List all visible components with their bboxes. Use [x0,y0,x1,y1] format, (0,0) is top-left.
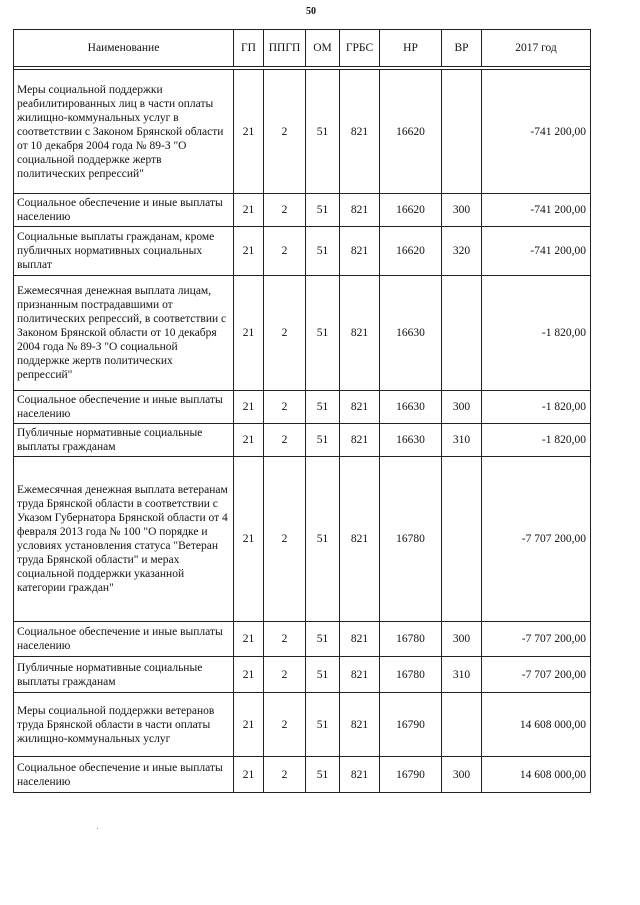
row-pgp: 2 [264,457,306,622]
row-amount: -1 820,00 [482,276,591,391]
row-gp: 21 [234,457,264,622]
row-name: Меры социальной поддержки реабилитированных лиц в части оплаты жилищно-коммунальных услуг в соответствии с Законом Брянской области от 10 декабря 2004 года № 89-З "О социальной поддержке жертв политических репрессий" [14,70,234,194]
row-gp: 21 [234,757,264,793]
row-vr [442,457,482,622]
row-nr: 16630 [380,391,442,424]
row-pgp: 2 [264,227,306,276]
table-row [14,194,591,227]
header-name: Наименование [14,30,234,67]
row-om: 51 [306,657,340,693]
row-pgp: 2 [264,70,306,194]
row-grbs: 821 [340,70,380,194]
row-vr [442,276,482,391]
table-row [14,276,591,391]
row-nr: 16780 [380,622,442,657]
table-row [14,457,591,622]
row-name: Социальное обеспечение и иные выплаты населению [14,622,234,657]
row-gp: 21 [234,391,264,424]
row-grbs: 821 [340,276,380,391]
row-om: 51 [306,457,340,622]
header-vr: ВР [442,30,482,67]
table-row [14,757,591,793]
header-row [14,30,591,67]
row-nr: 16780 [380,657,442,693]
row-pgp: 2 [264,391,306,424]
table-row [14,657,591,693]
row-pgp: 2 [264,757,306,793]
header-pgp: ППГП [264,30,306,67]
row-nr: 16620 [380,194,442,227]
table-row [14,391,591,424]
row-grbs: 821 [340,227,380,276]
row-amount: -741 200,00 [482,70,591,194]
row-om: 51 [306,424,340,457]
row-vr [442,70,482,194]
row-gp: 21 [234,657,264,693]
row-amount: -1 820,00 [482,424,591,457]
row-amount: -7 707 200,00 [482,622,591,657]
row-amount: 14 608 000,00 [482,757,591,793]
row-om: 51 [306,70,340,194]
row-nr: 16790 [380,693,442,757]
row-nr: 16780 [380,457,442,622]
row-pgp: 2 [264,693,306,757]
header-year: 2017 год [482,30,591,67]
row-vr: 310 [442,657,482,693]
header-nr: НР [380,30,442,67]
row-amount: 14 608 000,00 [482,693,591,757]
row-om: 51 [306,757,340,793]
row-grbs: 821 [340,757,380,793]
row-vr: 320 [442,227,482,276]
row-gp: 21 [234,424,264,457]
row-om: 51 [306,227,340,276]
row-name: Ежемесячная денежная выплата лицам, признанным пострадавшими от политических репрессий, в соответствии с Законом Брянской области от 10 декабря 2004 года № 89-З "О социальной поддержке жертв политических репрессий" [14,276,234,391]
row-vr [442,693,482,757]
row-amount: -1 820,00 [482,391,591,424]
row-name: Социальные выплаты гражданам, кроме публичных нормативных социальных выплат [14,227,234,276]
row-nr: 16620 [380,227,442,276]
row-grbs: 821 [340,657,380,693]
row-grbs: 821 [340,622,380,657]
row-name: Социальное обеспечение и иные выплаты населению [14,757,234,793]
header-gp: ГП [234,30,264,67]
header-om: ОМ [306,30,340,67]
row-nr: 16790 [380,757,442,793]
row-amount: -7 707 200,00 [482,457,591,622]
row-om: 51 [306,276,340,391]
row-name: Меры социальной поддержки ветеранов труда Брянской области в части оплаты жилищно-коммунальных услуг [14,693,234,757]
row-name: Ежемесячная денежная выплата ветеранам труда Брянской области в соответствии с Указом Губернатора Брянской области от 4 февраля 2013 года № 100 "О порядке и условиях установления статуса "Ветеран труда Брянской области" и мерах социальной поддержки указанной категории граждан" [14,457,234,622]
row-pgp: 2 [264,657,306,693]
row-grbs: 821 [340,424,380,457]
table-row [14,693,591,757]
row-gp: 21 [234,70,264,194]
row-vr: 300 [442,757,482,793]
row-name: Социальное обеспечение и иные выплаты населению [14,391,234,424]
row-nr: 16630 [380,276,442,391]
row-pgp: 2 [264,622,306,657]
row-name: Социальное обеспечение и иные выплаты населению [14,194,234,227]
row-pgp: 2 [264,194,306,227]
row-gp: 21 [234,622,264,657]
row-gp: 21 [234,693,264,757]
page-number: 50 [306,6,316,17]
scan-speck [97,828,98,829]
table-row [14,70,591,194]
row-om: 51 [306,622,340,657]
row-gp: 21 [234,227,264,276]
table-row [14,227,591,276]
row-grbs: 821 [340,194,380,227]
table-row [14,424,591,457]
row-gp: 21 [234,194,264,227]
row-om: 51 [306,693,340,757]
header-grbs: ГРБС [340,30,380,67]
row-grbs: 821 [340,457,380,622]
row-grbs: 821 [340,391,380,424]
row-name: Публичные нормативные социальные выплаты гражданам [14,424,234,457]
row-amount: -741 200,00 [482,227,591,276]
row-vr: 300 [442,391,482,424]
row-amount: -741 200,00 [482,194,591,227]
table-row [14,622,591,657]
row-vr: 300 [442,622,482,657]
row-grbs: 821 [340,693,380,757]
row-pgp: 2 [264,424,306,457]
row-nr: 16630 [380,424,442,457]
row-gp: 21 [234,276,264,391]
row-pgp: 2 [264,276,306,391]
budget-table [13,29,591,793]
row-amount: -7 707 200,00 [482,657,591,693]
row-nr: 16620 [380,70,442,194]
row-vr: 300 [442,194,482,227]
row-om: 51 [306,194,340,227]
row-om: 51 [306,391,340,424]
row-name: Публичные нормативные социальные выплаты гражданам [14,657,234,693]
row-vr: 310 [442,424,482,457]
